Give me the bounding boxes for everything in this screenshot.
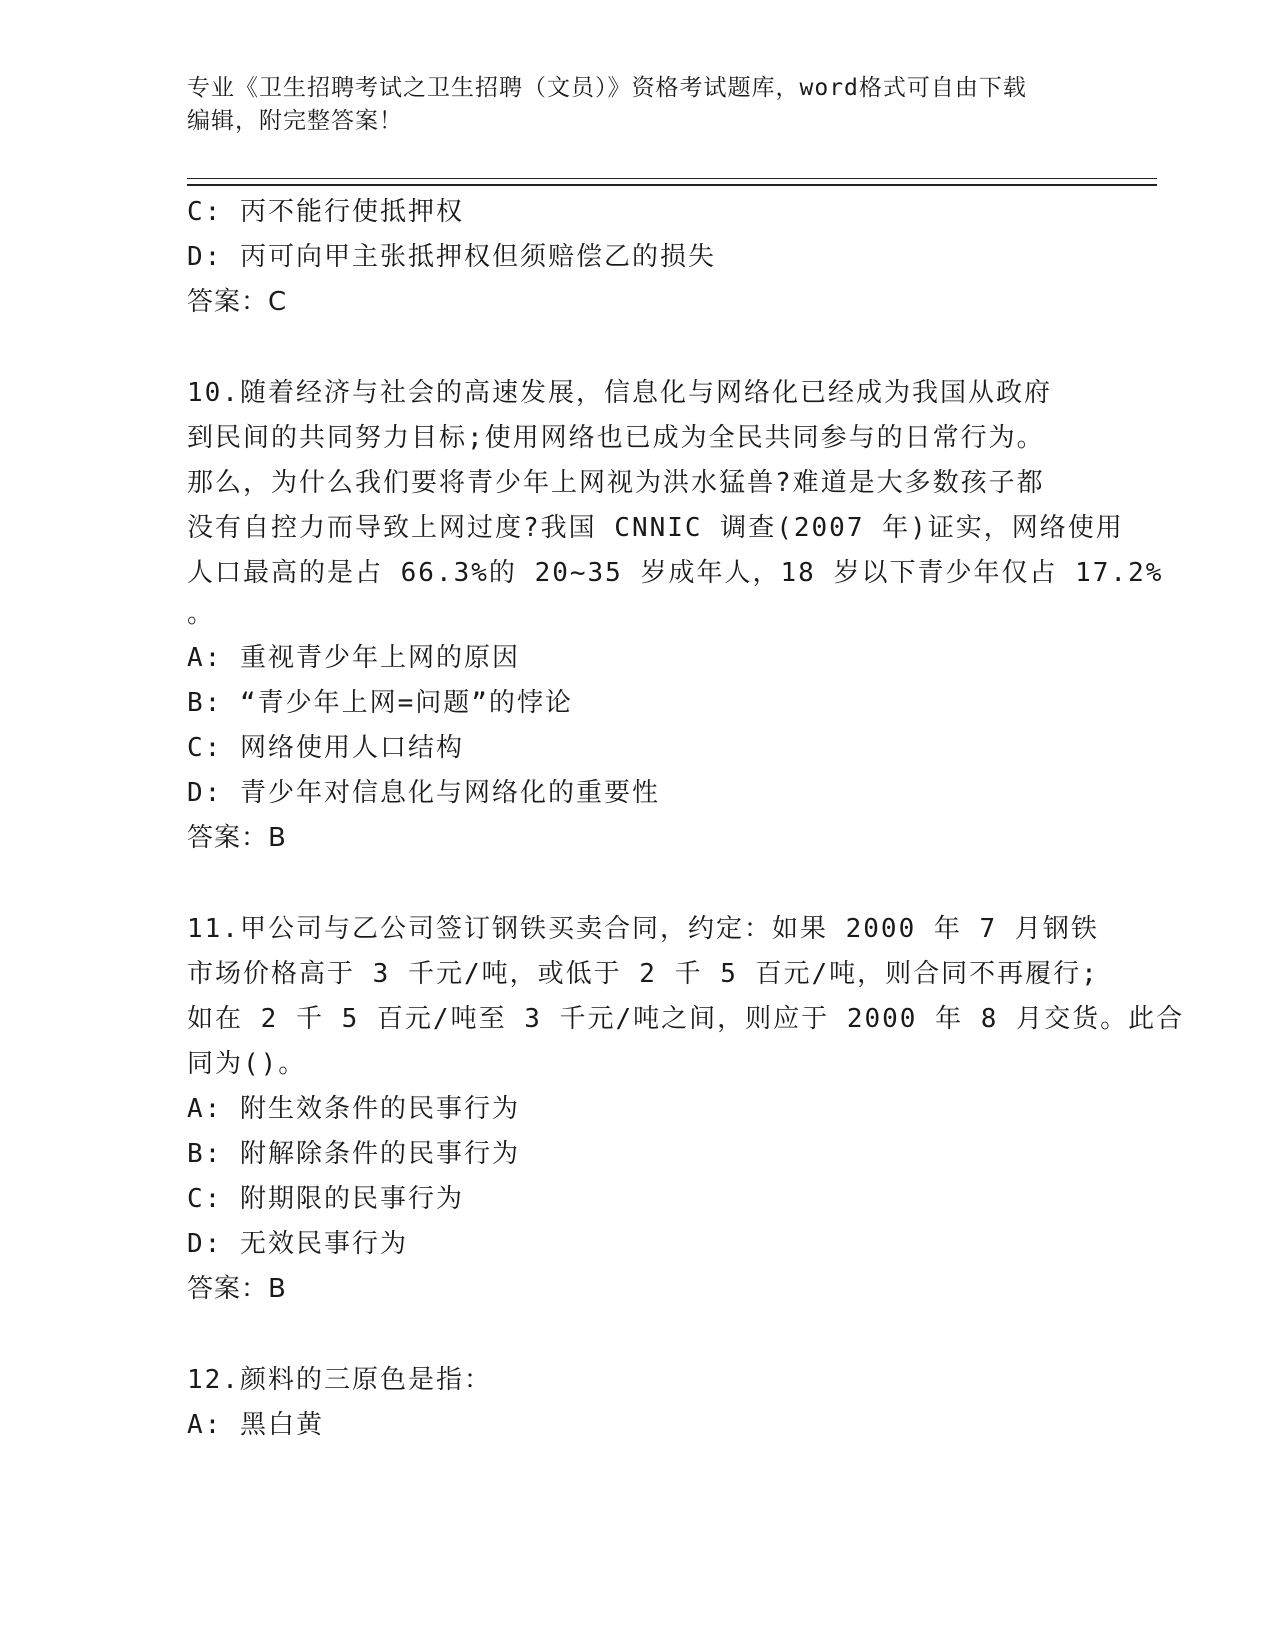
option-c: C: 网络使用人口结构 [187, 733, 464, 763]
question-stem-line: 12.颜料的三原色是指： [187, 1365, 492, 1395]
spacer [187, 325, 1087, 371]
option-d: D: 丙可向甲主张抵押权但须赔偿乙的损失 [187, 242, 716, 272]
option-b: B: 附解除条件的民事行为 [187, 1139, 520, 1169]
option-c: C: 丙不能行使抵押权 [187, 197, 464, 227]
question-11 [187, 907, 1185, 1312]
question-12 [187, 1358, 1087, 1448]
spacer [187, 861, 1087, 907]
option-c: C: 附期限的民事行为 [187, 1184, 464, 1214]
question-stem-line: 。 [187, 599, 216, 629]
option-d: D: 无效民事行为 [187, 1229, 408, 1259]
header-divider-thick [187, 184, 1157, 186]
option-a: A: 附生效条件的民事行为 [187, 1094, 520, 1124]
header-divider-thin [187, 178, 1157, 179]
question-stem-line: 11.甲公司与乙公司签订钢铁买卖合同，约定：如果 2000 年 7 月钢铁 [187, 914, 1099, 944]
question-stem-line: 那么，为什么我们要将青少年上网视为洪水猛兽?难道是大多数孩子都 [187, 468, 1045, 498]
option-d: D: 青少年对信息化与网络化的重要性 [187, 778, 660, 808]
question-9-tail [187, 190, 1087, 325]
spacer [187, 1312, 1087, 1358]
question-10 [187, 371, 1164, 861]
question-stem-line: 市场价格高于 3 千元/吨，或低于 2 千 5 百元/吨，则合同不再履行; [187, 959, 1099, 989]
option-b: B: “青少年上网=问题”的悖论 [187, 688, 573, 718]
answer-label: 答案：B [187, 1274, 287, 1304]
answer-label: 答案：C [187, 287, 288, 317]
question-stem-line: 人口最高的是占 66.3%的 20~35 岁成年人，18 岁以下青少年仅占 17.2% [187, 558, 1164, 588]
question-stem-line: 没有自控力而导致上网过度?我国 CNNIC 调查(2007 年)证实，网络使用 [187, 513, 1124, 543]
question-stem-line: 如在 2 千 5 百元/吨至 3 千元/吨之间，则应于 2000 年 8 月交货。此合 [187, 1004, 1185, 1034]
question-stem-line: 到民间的共同努力目标;使用网络也已成为全民共同参与的日常行为。 [187, 423, 1045, 453]
header-line-1: 专业《卫生招聘考试之卫生招聘（文员）》资格考试题库，word格式可自由下载 [187, 75, 1027, 101]
question-content [187, 190, 1185, 1448]
question-stem-line: 同为()。 [187, 1049, 307, 1079]
document-header [187, 72, 1087, 138]
option-a: A: 黑白黄 [187, 1410, 324, 1440]
header-line-2: 编辑，附完整答案！ [187, 108, 403, 134]
question-stem-line: 10.随着经济与社会的高速发展，信息化与网络化已经成为我国从政府 [187, 378, 1052, 408]
answer-label: 答案：B [187, 823, 287, 853]
option-a: A: 重视青少年上网的原因 [187, 643, 520, 673]
